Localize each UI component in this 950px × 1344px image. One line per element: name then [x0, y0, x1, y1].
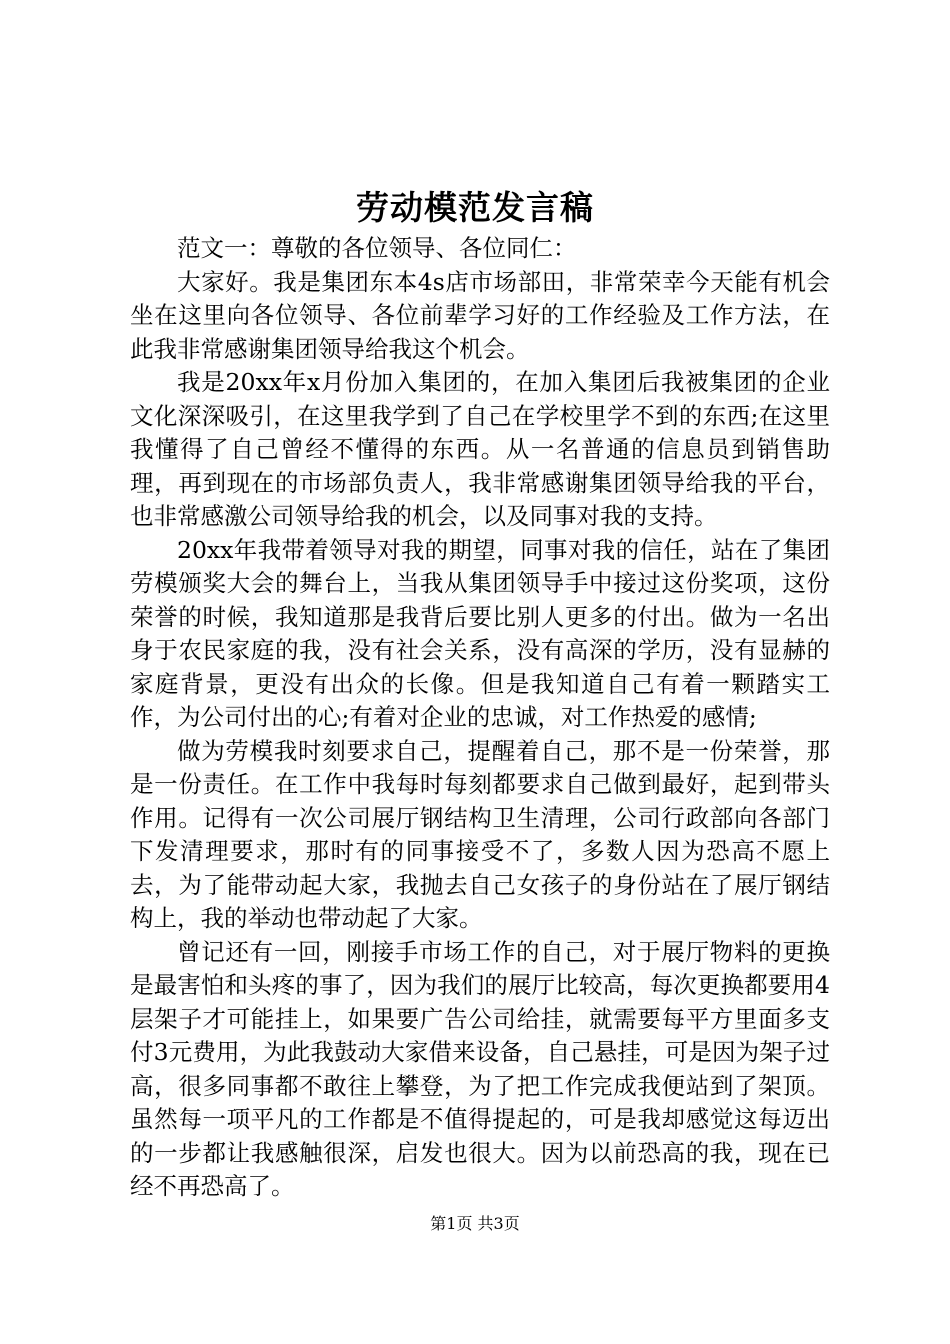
paragraph-anecdote: 曾记还有一回，刚接手市场工作的自己，对于展厅物料的更换是最害怕和头疼的事了，因为我们的展厅比较高，每次更换都要用4层架子才可能挂上，如果要广告公司给挂，就需要每平方里面多支付3元费用，为此我鼓动大家借来设备，自己悬挂，可是因为架子过高，很多同事都不敢往上攀登，为了把工作完成我便站到了架顶。虽然每一项平凡的工作都是不值得提起的，可是我却感觉这每迈出的一步都让我感触很深，启发也很大。因为以前恐高的我，现在已经不再恐高了。: [130, 937, 830, 1200]
paragraph-intro: 大家好。我是集团东本4s店市场部田，非常荣幸今天能有机会坐在这里向各位领导、各位前辈学习好的工作经验及工作方法，在此我非常感谢集团领导给我这个机会。: [130, 267, 830, 363]
page-number: 第1页 共3页: [430, 1214, 520, 1233]
document-body: [130, 232, 830, 1204]
document-title: 劳动模范发言稿: [356, 188, 594, 227]
paragraph-greeting: 范文一：尊敬的各位领导、各位同仁：: [177, 234, 577, 262]
paragraph-joining: 我是20xx年x月份加入集团的，在加入集团后我被集团的企业文化深深吸引，在这里我学到了自己在学校里学不到的东西;在这里我懂得了自己曾经不懂得的东西。从一名普通的信息员到销售助理，再到现在的市场部负责人，我非常感谢集团领导给我的平台，也非常感激公司领导给我的机会，以及同事对我的支持。: [130, 368, 830, 530]
paragraph-award: 20xx年我带着领导对我的期望，同事对我的信任，站在了集团劳模颁奖大会的舞台上，当我从集团领导手中接过这份奖项，这份荣誉的时候，我知道那是我背后要比别人更多的付出。做为一名出身于农民家庭的我，没有社会关系，没有高深的学历，没有显赫的家庭背景，更没有出众的长像。但是我知道自己有着一颗踏实工作，为公司付出的心;有着对企业的忠诚，对工作热爱的感情;: [130, 535, 830, 731]
paragraph-responsibility: 做为劳模我时刻要求自己，提醒着自己，那不是一份荣誉，那是一份责任。在工作中我每时每刻都要求自己做到最好，起到带头作用。记得有一次公司展厅钢结构卫生清理，公司行政部向各部门下发清理要求，那时有的同事接受不了，多数人因为恐高不愿上去，为了能带动起大家，我抛去自己女孩子的身份站在了展厅钢结构上，我的举动也带动起了大家。: [130, 736, 830, 932]
